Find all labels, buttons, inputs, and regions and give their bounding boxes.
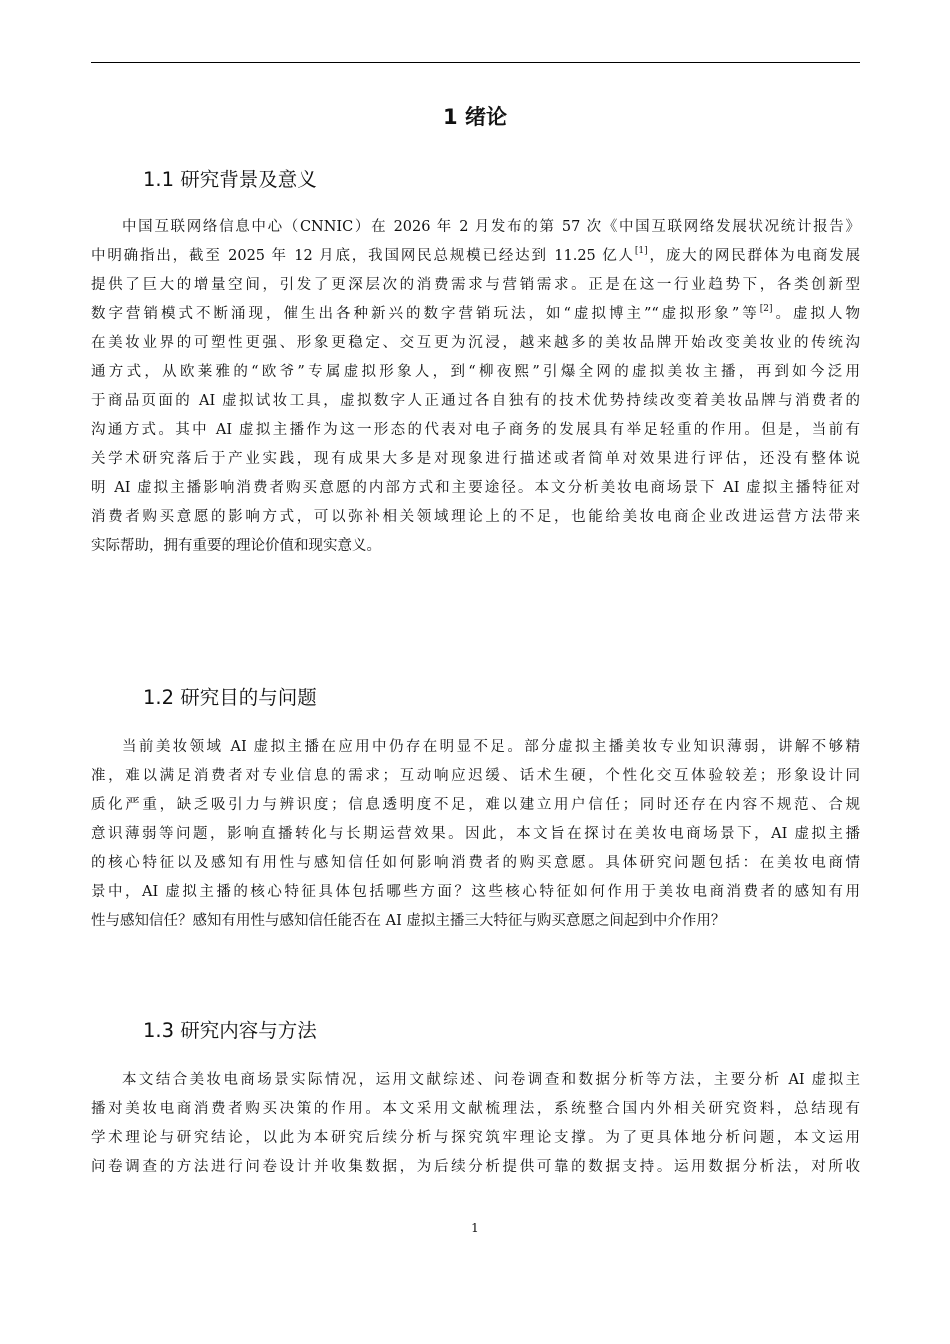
text-line: 在美妆业界的可塑性更强、形象更稳定、交互更为沉浸，越来越多的美妆品牌开始改变美妆业的传统沟 [91, 335, 860, 351]
text-line: 关学术研究落后于产业实践，现有成果大多是对现象进行描述或者简单对效果进行评估，还没有整体说 [91, 451, 860, 467]
text-line: 准，难以满足消费者对专业信息的需求；互动响应迟缓、话术生硬，个性化交互体验较差；形象设计同 [91, 768, 860, 784]
citation-2[interactable]: [2] [759, 304, 773, 314]
text-line: 性与感知信任？感知有用性与感知信任能否在 AI 虚拟主播三大特征与购买意愿之间起到中介作用？ [91, 913, 726, 929]
text-line: 沟通方式。其中 AI 虚拟主播作为这一形态的代表对电子商务的发展具有举足轻重的作用。但是，当前有 [91, 422, 860, 438]
text-line: 中明确指出，截至 2025 年 12 月底，我国网民总规模已经达到 11.25 亿人[1]，庞大的网民群体为电商发展 [91, 246, 861, 264]
section-heading-1-2: 1.2 研究目的与问题 [143, 686, 317, 709]
paragraph-1-3 [91, 1066, 860, 1182]
section-heading-1-1: 1.1 研究背景及意义 [143, 168, 317, 191]
text-line: 实际帮助，拥有重要的理论价值和现实意义。 [91, 538, 381, 554]
text-line: 消费者购买意愿的影响方式，可以弥补相关领域理论上的不足，也能给美妆电商企业改进运营方法带来 [91, 509, 860, 525]
text-line: 通方式，从欧莱雅的“欧爷”专属虚拟形象人，到“柳夜熙”引爆全网的虚拟美妆主播，再到如今泛用 [91, 364, 860, 380]
text-line: 提供了巨大的增量空间，引发了更深层次的消费需求与营销需求。正是在这一行业趋势下，各类创新型 [91, 277, 860, 293]
text-line: 本文结合美妆电商场景实际情况，运用文献综述、问卷调查和数据分析等方法，主要分析 AI 虚拟主 [122, 1072, 860, 1088]
page-number: 1 [471, 1221, 479, 1235]
text-line: 意识薄弱等问题，影响直播转化与长期运营效果。因此，本文旨在探讨在美妆电商场景下，AI 虚拟主播 [91, 826, 860, 842]
section-heading-1-3: 1.3 研究内容与方法 [143, 1019, 317, 1042]
header-rule [91, 62, 860, 63]
text-line: 明 AI 虚拟主播影响消费者购买意愿的内部方式和主要途径。本文分析美妆电商场景下 AI 虚拟主播特征对 [91, 480, 860, 496]
text-line: 质化严重，缺乏吸引力与辨识度；信息透明度不足，难以建立用户信任；同时还存在内容不规范、合规 [91, 797, 860, 813]
chapter-title: 1 绪论 [443, 105, 507, 129]
text-line: 当前美妆领域 AI 虚拟主播在应用中仍存在明显不足。部分虚拟主播美妆专业知识薄弱，讲解不够精 [122, 739, 860, 755]
text-line: 问卷调查的方法进行问卷设计并收集数据，为后续分析提供可靠的数据支持。运用数据分析法，对所收 [91, 1159, 860, 1175]
paragraph-1-1 [91, 213, 860, 561]
text-line: 的核心特征以及感知有用性与感知信任如何影响消费者的购买意愿。具体研究问题包括：在美妆电商情 [91, 855, 860, 871]
text-line: 中国互联网络信息中心（CNNIC）在 2026 年 2 月发布的第 57 次《中国互联网络发展状况统计报告》 [122, 219, 860, 235]
text-line: 学术理论与研究结论，以此为本研究后续分析与探究筑牢理论支撑。为了更具体地分析问题，本文运用 [91, 1130, 860, 1146]
citation-1[interactable]: [1] [634, 246, 648, 256]
text-line: 景中，AI 虚拟主播的核心特征具体包括哪些方面？这些核心特征如何作用于美妆电商消费者的感知有用 [91, 884, 860, 900]
text-line: 播对美妆电商消费者购买决策的作用。本文采用文献梳理法，系统整合国内外相关研究资料，总结现有 [91, 1101, 860, 1117]
text-line: 数字营销模式不断涌现，催生出各种新兴的数字营销玩法，如“虚拟博主”“虚拟形象”等[2]。虚拟人物 [91, 304, 860, 322]
paragraph-1-2 [91, 733, 860, 936]
text-line: 于商品页面的 AI 虚拟试妆工具，虚拟数字人正通过各自独有的技术优势持续改变着美妆品牌与消费者的 [91, 393, 860, 409]
